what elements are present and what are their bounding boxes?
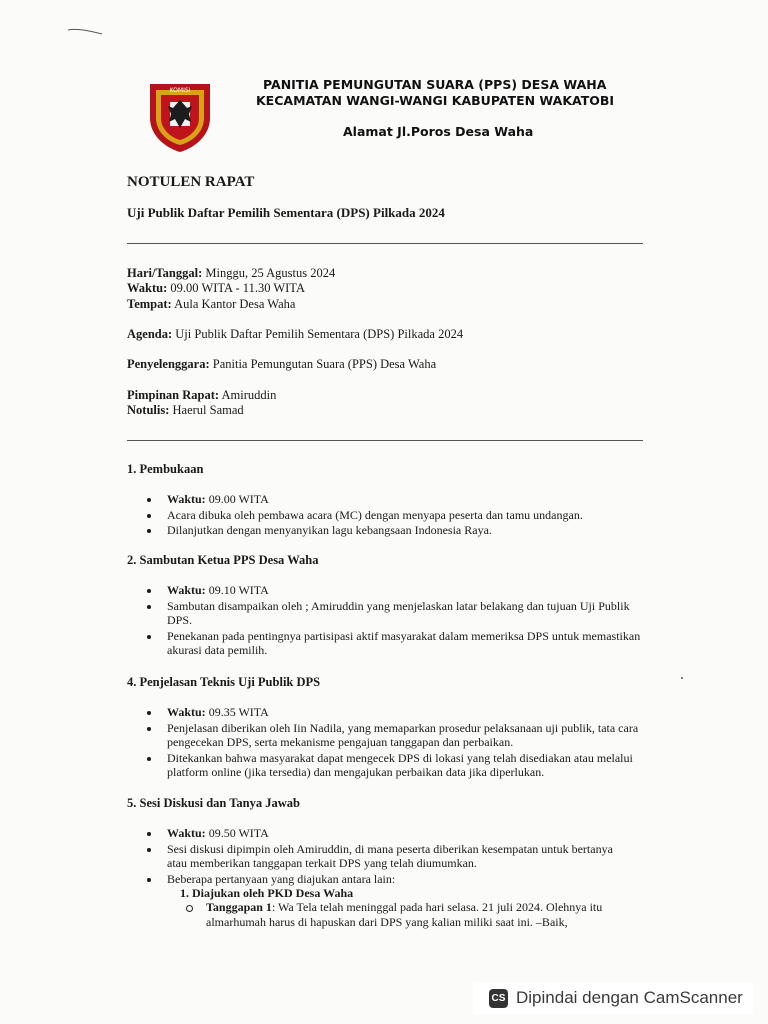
scan-artifact-mark [66, 26, 104, 36]
letterhead-line-2: KECAMATAN WANGI-WANGI KABUPATEN WAKATOBI [256, 93, 615, 108]
meta-date: Hari/Tanggal: Minggu, 25 Agustus 2024 [127, 266, 336, 280]
scan-artifact-dot [681, 677, 683, 679]
list-item: Sambutan disampaikan oleh ; Amiruddin yang menjelaskan latar belakang dan tujuan Uji Publik DPS. [145, 599, 645, 628]
section-list [145, 826, 635, 887]
divider-line [127, 440, 643, 441]
list-item: Penekanan pada pentingnya partisipasi aktif masyarakat dalam memeriksa DPS untuk memastikan akurasi data pemilih. [145, 629, 645, 658]
meta-organizer: Penyelenggara: Panitia Pemungutan Suara (PPS) Desa Waha [127, 357, 437, 371]
letterhead-address: Alamat Jl.Poros Desa Waha [343, 124, 534, 139]
list-item: Acara dibuka oleh pembawa acara (MC) dengan menyapa peserta dan tamu undangan. [145, 508, 635, 523]
meta-place: Tempat: Aula Kantor Desa Waha [127, 297, 296, 311]
list-item: Waktu: 09.35 WITA [145, 705, 651, 720]
section-list [145, 492, 635, 539]
document-title: NOTULEN RAPAT [127, 174, 255, 190]
meta-time: Waktu: 09.00 WITA - 11.30 WITA [127, 281, 305, 295]
kpu-logo-icon [144, 78, 216, 154]
watermark-label: Dipindai dengan CamScanner [516, 988, 743, 1007]
sub-item-title: 1. Diajukan oleh PKD Desa Waha [180, 886, 354, 900]
circle-bullet-icon [186, 905, 193, 912]
section-title: 1. Pembukaan [127, 462, 204, 476]
section-title: 4. Penjelasan Teknis Uji Publik DPS [127, 675, 321, 689]
meta-notulis: Notulis: Haerul Samad [127, 403, 244, 417]
list-item: Dilanjutkan dengan menyanyikan lagu kebangsaan Indonesia Raya. [145, 523, 635, 538]
list-item: Waktu: 09.10 WITA [145, 583, 645, 598]
meta-agenda: Agenda: Uji Publik Daftar Pemilih Sementara (DPS) Pilkada 2024 [127, 327, 464, 341]
list-item: Penjelasan diberikan oleh Iin Nadila, yang memaparkan prosedur pelaksanaan uji publik, tata cara pengecekan DPS, serta mekanisme pengajuan tanggapan dan perbaikan. [145, 721, 651, 750]
document-subtitle: Uji Publik Daftar Pemilih Sementara (DPS) Pilkada 2024 [127, 205, 445, 220]
list-item: Beberapa pertanyaan yang diajukan antara lain: [145, 872, 635, 887]
sub-list-item: Tanggapan 1: Wa Tela telah meninggal pada hari selasa. 21 juli 2024. Olehnya itu almarhumah harus di hapuskan dari DPS yang kalian miliki saat ini. –Baik, [186, 900, 632, 929]
section-list [145, 705, 651, 781]
list-item: Sesi diskusi dipimpin oleh Amiruddin, di mana peserta diberikan kesempatan untuk bertanya atau memberikan tanggapan terkait DPS yang telah diumumkan. [145, 842, 635, 871]
list-item: Waktu: 09.00 WITA [145, 492, 635, 507]
divider-line [127, 243, 643, 244]
letterhead-line-1: PANITIA PEMUNGUTAN SUARA (PPS) DESA WAHA [263, 77, 607, 92]
logo-text-top: KOMISI [169, 87, 191, 94]
section-title: 5. Sesi Diskusi dan Tanya Jawab [127, 796, 300, 810]
list-item: Waktu: 09.50 WITA [145, 826, 635, 841]
list-item: Ditekankan bahwa masyarakat dapat mengecek DPS di lokasi yang telah disediakan atau melalui platform online (jika tersedia) dan mengajukan perbaikan data jika diperlukan. [145, 751, 651, 780]
section-list [145, 583, 645, 659]
camscanner-logo-icon: CS [489, 989, 508, 1008]
section-title: 2. Sambutan Ketua PPS Desa Waha [127, 553, 319, 567]
meta-leader: Pimpinan Rapat: Amiruddin [127, 388, 277, 402]
camscanner-watermark [473, 982, 753, 1014]
